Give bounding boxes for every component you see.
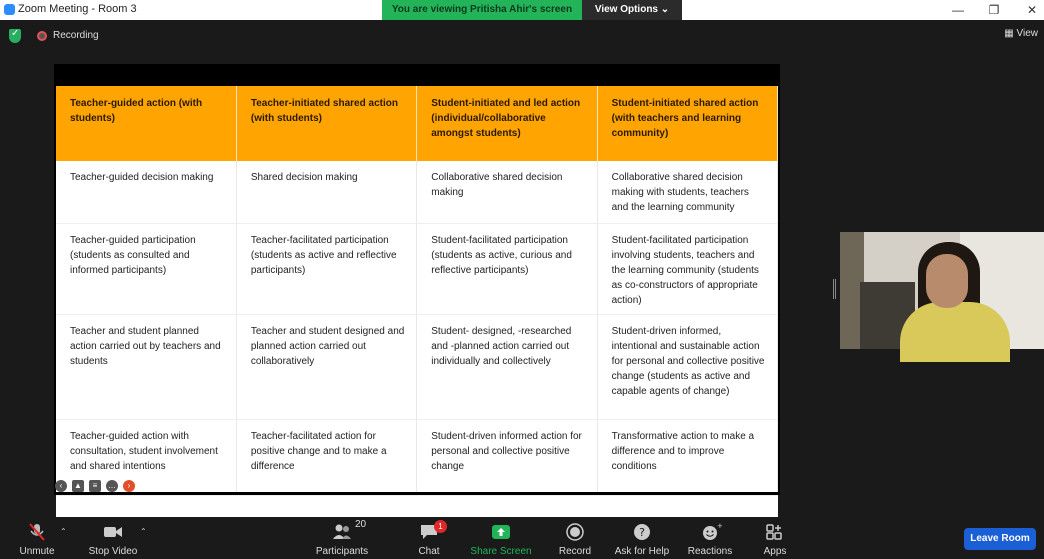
apps-icon bbox=[765, 523, 785, 541]
shared-screen bbox=[54, 64, 780, 495]
maximize-icon[interactable]: ❐ bbox=[988, 3, 1000, 17]
table-header: Teacher-guided action (with students) bbox=[56, 86, 236, 161]
table-header: Student-initiated shared action (with teachers and learning community) bbox=[597, 86, 777, 161]
captions-icon[interactable]: ≡ bbox=[89, 480, 101, 492]
table-cell: Teacher and student planned action carried out by teachers and students bbox=[56, 314, 236, 419]
more-options-icon[interactable]: … bbox=[108, 481, 116, 490]
next-slide-icon[interactable]: › bbox=[123, 480, 135, 492]
slide-controls bbox=[55, 480, 135, 493]
panel-resize-handle[interactable] bbox=[833, 279, 836, 299]
reactions-label: Reactions bbox=[687, 546, 733, 557]
table-row bbox=[56, 223, 778, 314]
smiley-icon bbox=[700, 522, 723, 541]
recording-label: Recording bbox=[53, 30, 99, 41]
video-options-chevron-icon[interactable]: ⌃ bbox=[140, 527, 147, 536]
participants-button[interactable] bbox=[312, 517, 372, 559]
view-button[interactable] bbox=[1004, 28, 1038, 39]
chat-bubble-icon bbox=[419, 522, 443, 541]
participants-label: Participants bbox=[315, 546, 369, 557]
table-header: Student-initiated and led action (individual/collaborative amongst students) bbox=[417, 86, 597, 161]
stop-video-label: Stop Video bbox=[88, 546, 138, 557]
unmute-label: Unmute bbox=[19, 546, 55, 557]
participant-video[interactable] bbox=[840, 232, 1044, 349]
table-cell: Teacher-guided participation (students as consulted and informed participants) bbox=[56, 223, 236, 314]
pen-icon[interactable]: ▲ bbox=[72, 480, 84, 492]
title-bar bbox=[0, 0, 1044, 20]
participants-icon bbox=[332, 523, 352, 541]
apps-label: Apps bbox=[763, 546, 787, 557]
table-cell: Collaborative shared decision making with students, teachers and the learning community bbox=[597, 161, 777, 223]
share-screen-label: Share Screen bbox=[470, 546, 532, 557]
table-header: Teacher-initiated shared action (with students) bbox=[236, 86, 416, 161]
table-cell: Student- designed, -researched and -planned action carried out individually and collectively bbox=[417, 314, 597, 419]
record-label: Record bbox=[558, 546, 592, 557]
table-cell: Teacher-guided action with consultation, student involvement and shared intentions bbox=[56, 419, 236, 495]
table-row bbox=[56, 419, 778, 495]
chat-unread-badge: 1 bbox=[434, 520, 447, 533]
table-cell: Teacher-facilitated participation (students as active and reflective participants) bbox=[236, 223, 416, 314]
slide bbox=[56, 86, 778, 556]
minimize-icon[interactable]: — bbox=[952, 3, 964, 17]
audio-options-chevron-icon[interactable]: ⌃ bbox=[60, 527, 67, 536]
record-button[interactable] bbox=[556, 517, 594, 559]
zoom-app-icon bbox=[4, 4, 15, 15]
table-cell: Student-driven informed, intentional and sustainable action for personal and collective positive change (students as active and capable agents of change) bbox=[597, 314, 777, 419]
view-options-button[interactable]: View Options ⌄ bbox=[582, 0, 682, 20]
table-row bbox=[56, 314, 778, 419]
window-title: Zoom Meeting - Room 3 bbox=[18, 3, 137, 15]
leave-room-button[interactable]: Leave Room bbox=[964, 528, 1036, 550]
encryption-shield-icon[interactable] bbox=[9, 29, 21, 43]
table-cell: Teacher-facilitated action for positive change and to make a difference bbox=[236, 419, 416, 495]
ask-for-help-button[interactable] bbox=[612, 517, 672, 559]
table-cell: Student-facilitated participation involving students, teachers and the learning community (students as co-constructors of appropriate action) bbox=[597, 223, 777, 314]
stop-video-button[interactable] bbox=[86, 517, 140, 559]
video-camera-icon bbox=[103, 523, 123, 541]
table-cell: Shared decision making bbox=[236, 161, 416, 223]
table-cell: Collaborative shared decision making bbox=[417, 161, 597, 223]
svg-text:?: ? bbox=[639, 526, 645, 539]
ask-for-help-label: Ask for Help bbox=[614, 546, 670, 557]
close-icon[interactable]: ✕ bbox=[1026, 3, 1038, 17]
table-cell: Teacher and student designed and planned action carried out collaboratively bbox=[236, 314, 416, 419]
table-cell: Teacher-guided decision making bbox=[56, 161, 236, 223]
recording-icon bbox=[37, 31, 47, 41]
table-row bbox=[56, 161, 778, 223]
share-bottom-edge bbox=[54, 492, 780, 495]
meeting-toolbar bbox=[0, 517, 1044, 559]
chat-label: Chat bbox=[418, 546, 440, 557]
table-header-row bbox=[56, 86, 778, 161]
previous-slide-icon[interactable]: ‹ bbox=[55, 480, 67, 492]
help-icon bbox=[632, 523, 652, 541]
share-screen-button[interactable] bbox=[470, 517, 532, 559]
muted-microphone-icon bbox=[27, 523, 47, 541]
grid-icon: ▦ bbox=[1004, 28, 1017, 39]
table-cell: Transformative action to make a difference and to improve conditions bbox=[597, 419, 777, 495]
table-cell: Student-driven informed action for personal and collective positive change bbox=[417, 419, 597, 495]
chat-button[interactable] bbox=[412, 517, 446, 559]
reactions-button[interactable] bbox=[684, 517, 736, 559]
record-icon bbox=[565, 523, 585, 541]
svg-text:+: + bbox=[717, 522, 723, 530]
unmute-button[interactable] bbox=[14, 517, 60, 559]
viewing-screen-banner: You are viewing Pritisha Ahir's screen bbox=[382, 0, 582, 20]
action-table bbox=[56, 86, 778, 496]
view-label: View bbox=[1016, 28, 1038, 39]
participants-count: 20 bbox=[355, 519, 367, 530]
share-screen-icon bbox=[491, 523, 511, 541]
apps-button[interactable] bbox=[760, 517, 790, 559]
table-cell: Student-facilitated participation (students as active, curious and reflective participants) bbox=[417, 223, 597, 314]
